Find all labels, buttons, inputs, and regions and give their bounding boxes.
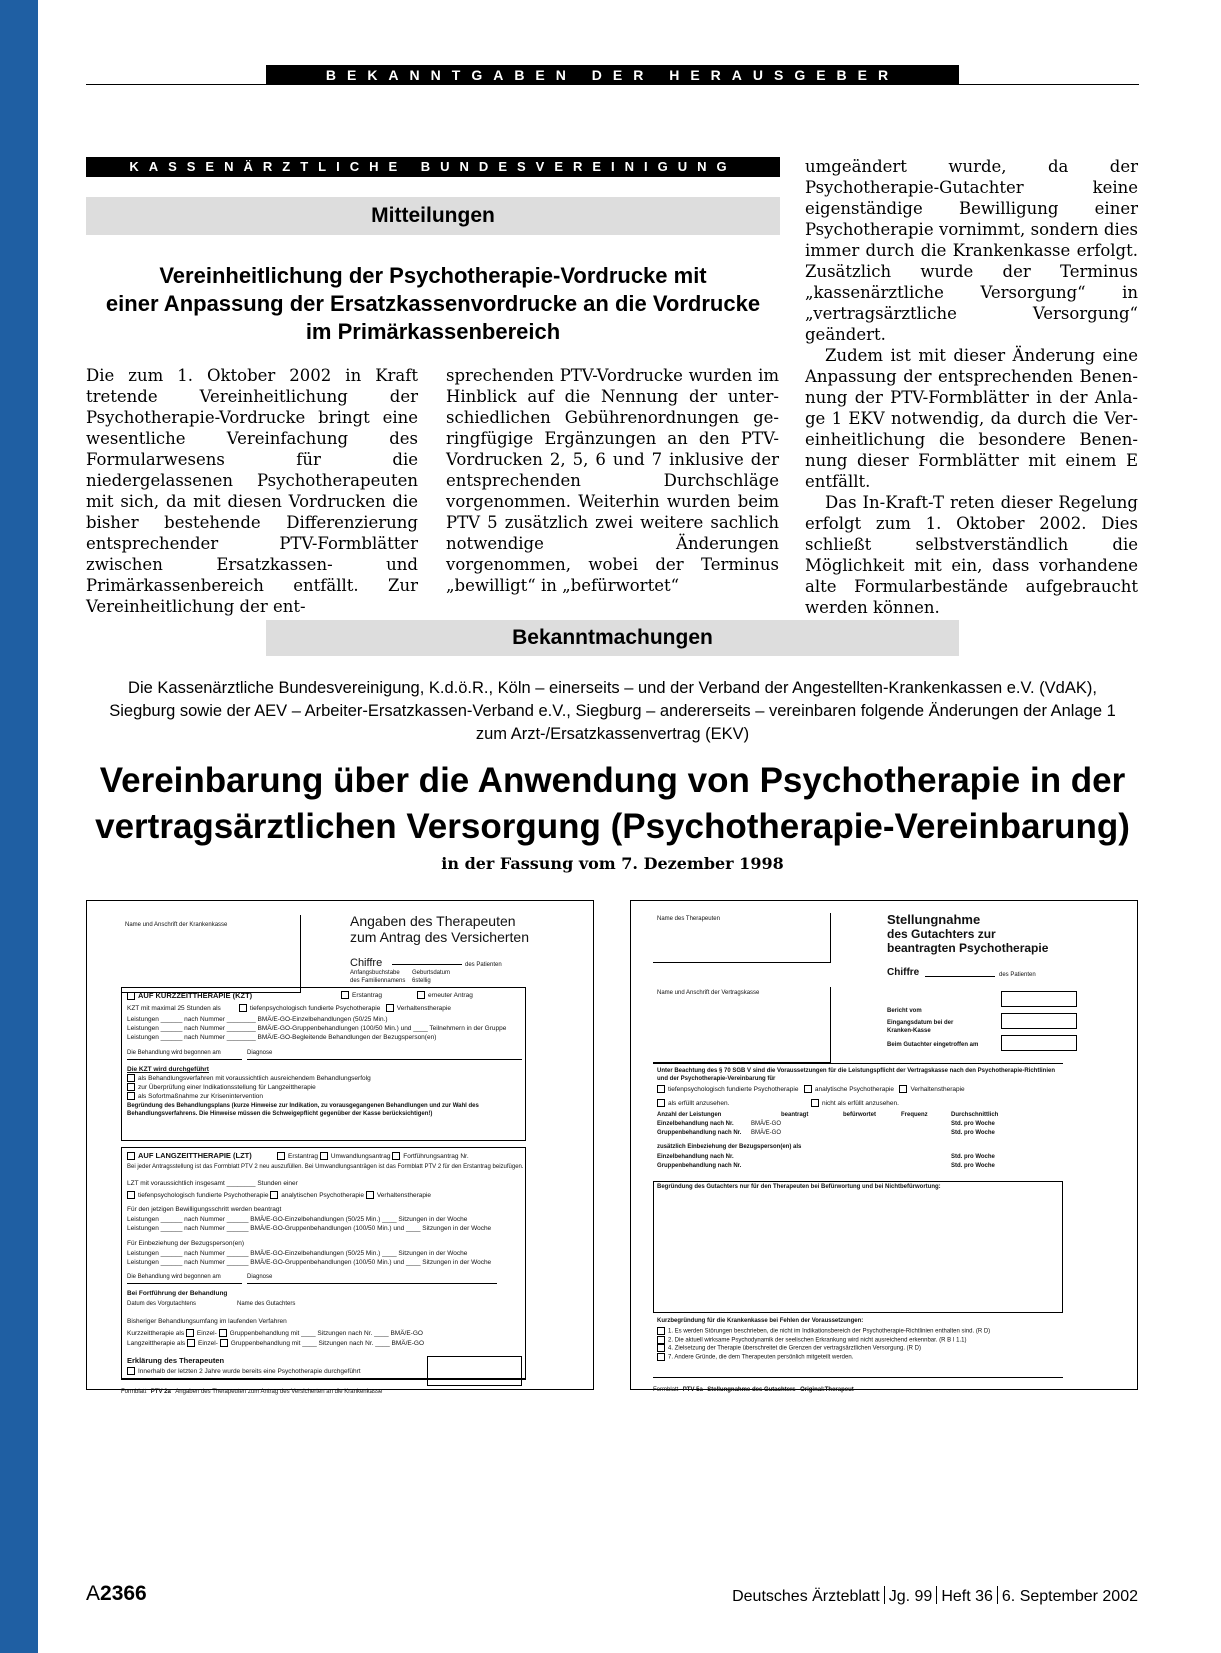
vorgutachten-label: Datum des Vorgutachtens: [127, 1301, 197, 1307]
footer-text: Stellungnahme des Gutachters: [707, 1387, 796, 1393]
gutachter-name-label: Name des Gutachters: [237, 1301, 296, 1307]
kzt-row-label: BMÄ/E-GO-Gruppenbehandlungen (100/50 Min.) und: [257, 1025, 412, 1032]
lzt-erstantrag-label: Erstantrag: [288, 1153, 318, 1160]
vertragskasse-box: [653, 987, 831, 1063]
form-title-line: des Gutachters zur: [887, 927, 996, 941]
footer-code: PTV 5a: [682, 1387, 703, 1393]
reason-item: [657, 1353, 1057, 1362]
footer-text: Angaben des Therapeuten zum Antrag des Versicherten an die Krankenkasse: [175, 1389, 383, 1395]
nach-nummer-label: nach Nummer: [184, 1216, 225, 1223]
kzt-row-label: BMÄ/E-GO-Einzelbehandlungen (50/25 Min.): [257, 1016, 388, 1023]
kzt-gruppe-checkbox[interactable]: [219, 1329, 227, 1337]
gruppenbehandlung-label: Gruppenbehandlung mit: [230, 1340, 301, 1347]
lzt-begonnen: Die Behandlung wird begonnen am: [127, 1274, 221, 1280]
bisheriger-kzt-row: Kurzzeittherapie als Einzel- Gruppenbehandlung mit ____ Sitzungen nach Nr. ____ BMÄ/E-GO: [127, 1330, 423, 1337]
kzt-option-label: als Behandlungsverfahren mit voraussichtlich ausreichendem Behandlungserfolg: [138, 1075, 371, 1082]
lzt-row-label: BMÄ/E-GO-Einzelbehandlungen (50/25 Min.): [250, 1216, 381, 1223]
section-header: BEKANNTGABEN DER HERAUSGEBER: [266, 65, 959, 85]
kzt-option-checkbox[interactable]: [127, 1083, 135, 1091]
footer-code: PTV 2a: [150, 1389, 171, 1395]
lzt-diagnose-line: [247, 1283, 497, 1284]
nach-nummer-label: nach Nummer: [184, 1225, 225, 1232]
top-rule: [86, 84, 1139, 85]
nicht-erfuellt-checkbox[interactable]: [811, 1099, 819, 1107]
erneuter-antrag-label: erneuter Antrag: [428, 992, 473, 999]
begruendung-label: Begründung des Gutachters nur für den Therapeuten bei Befürwortung und bei Nichtbefürwortung:: [657, 1184, 941, 1190]
kzt-durchgefuehrt: Die KZT wird durchgeführt: [127, 1066, 209, 1073]
lzt-note: Bei jeder Antragsstellung ist das Formblatt PTV 2 neu auszufüllen. Bei Umwandlungsanträgen ist das Formblatt PTV 2 für den Erstantrag beizufügen.: [127, 1164, 524, 1170]
std-woche-label: Std. pro Woche: [951, 1121, 995, 1127]
agreement-title: [86, 758, 1139, 850]
lzt-row: Leistungen ______ nach Nummer ______ BMÄ/E-GO-Einzelbehandlungen (50/25 Min.) ____ Sitzungen in der Woche: [127, 1216, 468, 1223]
begruendung-label: Begründung des Behandlungsplans (kurze Hinweise zur Indikation, zu vorausgegangenen Behandlungen und zur Wahl des Behandlungsverfahrens. Die Hinweise müssen die Schweigepflicht gegenüber der Kasse berücksichtigen!): [127, 1103, 479, 1117]
gruppenbehandlung-label: Gruppenbehandlung mit: [229, 1330, 300, 1337]
journal-issue: Heft 36: [941, 1588, 993, 1605]
bisheriger-lzt-row: Langzeittherapie als Einzel- Gruppenbehandlung mit ____ Sitzungen nach Nr. ____ BMÄ/E-GO: [127, 1340, 425, 1347]
journal-name: Deutsches Ärzteblatt: [732, 1588, 880, 1605]
lzt-verhaltenstherapie-checkbox[interactable]: [366, 1191, 374, 1199]
erfuellt-label: als erfüllt anzusehen.: [668, 1100, 730, 1107]
des-patienten-label: des Patienten: [999, 972, 1036, 978]
std-woche-label: Std. pro Woche: [951, 1163, 995, 1169]
reason-label: 2. Die aktuell wirksame Psychodynamik der seelischen Erkrankung wird nicht ausreichend erkennbar. (R B I 1.1): [668, 1337, 967, 1344]
leistungen-label: Leistungen: [127, 1016, 159, 1023]
kzt-option: [127, 1083, 316, 1092]
begruendung-box[interactable]: [653, 1181, 1063, 1313]
reason-item: [657, 1344, 1057, 1353]
verfahren-options: [657, 1085, 965, 1094]
befuerwortet-label: befürwortet: [843, 1112, 876, 1118]
leistungen-label: Leistungen: [127, 1025, 159, 1032]
erstantrag-label: Erstantrag: [352, 992, 382, 999]
agreement-title-line: vertragsärztlichen Versorgung (Psychotherapie-Vereinbarung): [95, 807, 1130, 846]
erklaerung-item: [127, 1367, 417, 1376]
intro-line: Siegburg sowie der AEV – Arbeiter-Ersatzkassen-Verband e.V., Siegburg – andererseits – vereinbaren folgende Änderungen der Anlage 1: [109, 702, 1116, 720]
verhaltenstherapie-checkbox[interactable]: [899, 1085, 907, 1093]
leistungen-label: Leistungen: [127, 1216, 159, 1223]
behandlung-begonnen: [127, 1049, 221, 1057]
article-title-line: im Primärkassenbereich: [305, 319, 561, 344]
intro-line: Die Kassenärztliche Bundesvereinigung, K.d.ö.R., Köln – einerseits – und der Verband der Angestellten-Krankenkassen e.V. (VdAK),: [128, 679, 1097, 697]
leistungen-label: Leistungen: [127, 1034, 159, 1041]
article-paragraph: Zudem ist mit dieser Änderung eine Anpassung der entsprechenden Benennung der PTV-Formblätter in der Anlage 1 EKV notwendig, da durch die Vereinheitlichung die besondere Benennung dieser Formblätter mit einem E entfällt.: [805, 346, 1138, 491]
kzt-row: Leistungen ______ nach Nummer ________ BMÄ/E-GO-Einzelbehandlungen (50/25 Min.): [127, 1016, 388, 1023]
fortfuehrungsantrag-label: Fortführungsantrag Nr.: [403, 1153, 469, 1160]
reasons-list: [657, 1327, 1057, 1361]
article-paragraph: sprechenden PTV-Vordrucke wurden im Hinblick auf die Nennung der unterschiedlichen Gebührenordnungen geringfügige Ergänzungen an den PTV-Vordrucken 2, 5, 6 und 7 inklusive der entsprechenden Durchschläge vorgenommen. Weiterhin wurden beim PTV 5 zusätzlich zwei weitere sachlich notwendige Änderungen vorgenommen, wobei der Terminus „bewilligt“ in „befürwortet“: [446, 366, 779, 595]
kzt-line-text: KZT mit maximal 25 Stunden als: [127, 1005, 221, 1012]
lzt-insgesamt-label: LZT mit voraussichtlich insgesamt: [127, 1180, 225, 1187]
chiffre-label: Chiffre: [887, 967, 920, 978]
kzt-row: Leistungen ______ nach Nummer ________ BMÄ/E-GO-Gruppenbehandlungen (100/50 Min.) und ____ Teilnehmern in der Gruppe: [127, 1025, 507, 1032]
reason-checkbox[interactable]: [657, 1353, 665, 1361]
article-title-line: einer Anpassung der Ersatzkassenvordrucke an die Vordrucke: [105, 291, 761, 316]
umwandlungsantrag-label: Umwandlungsantrag: [330, 1153, 391, 1160]
anzahl-label: Anzahl der Leistungen: [657, 1112, 722, 1118]
reason-checkbox[interactable]: [657, 1344, 665, 1352]
mitteilungen-heading: Mitteilungen: [86, 197, 780, 235]
lzt-heading: [127, 1151, 252, 1160]
kzt-erstantrag: [341, 991, 382, 1000]
behandlung-begonnen-label: Die Behandlung wird begonnen am: [127, 1050, 221, 1056]
kzt-option-checkbox[interactable]: [127, 1074, 135, 1082]
gruppenbehandlung-label: Gruppenbehandlung nach Nr.: [657, 1130, 742, 1136]
einzel-label: Einzel-: [198, 1340, 218, 1347]
lzt-gruppe-checkbox[interactable]: [220, 1339, 228, 1347]
article-column-2: [446, 365, 779, 596]
nicht-erfuellt-option: [811, 1099, 899, 1108]
reason-label: 4. Zielsetzung der Therapie überschreitet die Grenzen der vertragsärztlichen Versorgung. (R D): [668, 1345, 922, 1352]
beim-gutachter-label: Beim Gutachter eingetroffen am: [887, 1042, 979, 1048]
lzt-analytische-label: analytischen Psychotherapie: [281, 1192, 365, 1199]
tiefenpsych-checkbox[interactable]: [657, 1085, 665, 1093]
sitzungen-nach-label: Sitzungen nach Nr.: [317, 1330, 373, 1337]
journal-volume: Jg. 99: [888, 1588, 933, 1605]
frequenz-label: Frequenz: [901, 1112, 928, 1118]
nach-nummer-label: nach Nummer: [184, 1016, 225, 1023]
anfangsbuchstabe-label: Anfangsbuchstabe des Familiennamens: [350, 970, 406, 984]
kzt-row: Leistungen ______ nach Nummer ________ BMÄ/E-GO-Begleitende Behandlungen der Bezugsperson(en): [127, 1034, 437, 1041]
lzt-analytische-checkbox[interactable]: [270, 1191, 278, 1199]
sitzungen-woche-label: Sitzungen in der Woche: [422, 1225, 492, 1232]
nach-nummer-label: nach Nummer: [184, 1034, 225, 1041]
lzt-verfahren: [127, 1191, 431, 1200]
diagnose-line: [247, 1059, 522, 1060]
date-field[interactable]: [1001, 991, 1077, 1007]
kzt-erneuter: [417, 991, 473, 1000]
einzelbehandlung-label: Einzelbehandlung nach Nr.: [657, 1154, 734, 1160]
intro-line: zum Arzt-/Ersatzkassenvertrag (EKV): [475, 725, 750, 743]
article-paragraph: Das In-Kraft-T reten dieser Regelung erfolgt zum 1. Oktober 2002. Dies schließt selbstverständlich die Möglichkeit mit ein, dass vorhandene alte Formularbestände aufgebraucht werden können.: [805, 493, 1138, 617]
kbv-label: KASSENÄRZTLICHE BUNDESVEREINIGUNG: [86, 157, 780, 177]
analytische-label: analytische Psychotherapie: [814, 1086, 895, 1093]
einbeziehung-row-label: BMÄ/E-GO-Gruppenbehandlungen (100/50 Min.) und: [250, 1259, 405, 1266]
bericht-vom-label: Bericht vom: [887, 1008, 922, 1014]
verhaltenstherapie-checkbox[interactable]: [386, 1004, 394, 1012]
zusaetzlich-label: zusätzlich Einbeziehung der Bezugsperson(en) als: [657, 1144, 802, 1150]
form-ptv-5a: [630, 900, 1138, 1393]
leistungen-label: Leistungen: [127, 1225, 159, 1232]
nach-nummer-label: nach Nummer: [184, 1259, 225, 1266]
reason-item: [657, 1327, 1057, 1336]
einbeziehung-row-label: BMÄ/E-GO-Einzelbehandlungen (50/25 Min.): [250, 1250, 381, 1257]
erklaerung-list: [127, 1367, 417, 1376]
article-title-line: Vereinheitlichung der Psychotherapie-Vordrucke mit: [159, 263, 707, 288]
bewilligungsschritt: Für den jetzigen Bewilligungsschritt werden beantragt: [127, 1206, 282, 1213]
kzt-einzel-checkbox[interactable]: [186, 1329, 194, 1337]
teilnehmern-label: Teilnehmern in der Gruppe: [429, 1025, 507, 1032]
diagnose-label: Diagnose: [247, 1050, 273, 1056]
form-title: [350, 913, 529, 945]
therapist-name-label: Name des Therapeuten: [657, 916, 720, 922]
kurzzeittherapie-label: Kurzzeittherapie als: [127, 1330, 185, 1337]
erneuter-antrag-checkbox[interactable]: [417, 991, 425, 999]
reason-checkbox[interactable]: [657, 1336, 665, 1344]
einzel-label: Einzel-: [196, 1330, 217, 1337]
verhaltenstherapie-label: Verhaltenstherapie: [910, 1086, 965, 1093]
std-woche-label: Std. pro Woche: [951, 1130, 995, 1136]
form-title: [887, 913, 1048, 955]
bma-ego-label: BMÄ/E-GO: [751, 1121, 782, 1127]
article-column-3: [805, 156, 1138, 618]
nach-nummer-label: nach Nummer: [184, 1250, 225, 1257]
lzt-tiefenpsych-label: tiefenpsychologisch fundierte Psychotherapie: [138, 1192, 269, 1199]
divider: [997, 1586, 998, 1604]
erklaerung-item-label: Innerhalb der letzten 2 Jahre wurde bereits eine Psychotherapie durchgeführt: [138, 1368, 361, 1375]
article-paragraph: Die zum 1. Oktober 2002 in Kraft tretende Vereinheitlichung der Psychotherapie-Vordrucke bringt eine wesentliche Vereinfachung des Formularwesens für die niedergelassenen Psychotherapeuten mit sich, da mit diesen Vordrucken die bisher bestehende Differenzierung entsprechender PTV-Formblätter zwischen Ersatzkassen- und Primärkassenbereich entfällt. Zur Vereinheitlichung der ent-: [86, 366, 418, 616]
sitzungen-woche-label: Sitzungen in der Woche: [422, 1259, 492, 1266]
std-woche-label: Std. pro Woche: [951, 1154, 995, 1160]
gruppenbehandlung-label: Gruppenbehandlung nach Nr.: [657, 1163, 742, 1169]
lzt-heading-text: AUF LANGZEITTHERAPIE (LZT): [138, 1151, 252, 1160]
article-paragraph: umgeändert wurde, da der Psychotherapie-Gutachter keine eigenständige Bewilligung einer Psychotherapie vornimmt, sondern dies immer durch die Krankenkasse erfolgt. Zusätzlich wurde der Terminus „kassenärztliche Versorgung“ in „vertragsärztliche Versorgung“ geändert.: [805, 157, 1138, 344]
form-title-line: beantragten Psychotherapie: [887, 941, 1049, 955]
journal-info: [732, 1586, 1138, 1606]
date-field[interactable]: [1001, 1013, 1077, 1029]
kzt-option: [127, 1092, 263, 1101]
bekanntmachungen-heading: Bekanntmachungen: [266, 620, 959, 656]
form-ptv-2a: [86, 900, 594, 1395]
chiffre-label: Chiffre: [350, 957, 383, 969]
agreement-title-line: Vereinbarung über die Anwendung von Psychotherapie in der: [99, 761, 1126, 800]
journal-date: 6. September 2002: [1001, 1588, 1138, 1605]
erklaerung-checkbox[interactable]: [127, 1367, 135, 1375]
einbeziehung: Für Einbeziehung der Bezugsperson(en): [127, 1240, 245, 1247]
reason-label: 7. Andere Gründe, die dem Therapeuten persönlich mitgeteilt werden.: [668, 1354, 854, 1361]
sitzungen-woche-label: Sitzungen in der Woche: [398, 1216, 468, 1223]
erfuellt-options: [657, 1099, 729, 1108]
fortfuehrung-label: Bei Fortführung der Behandlung: [127, 1290, 228, 1297]
geburtsdatum-label: Geburtsdatum 6stellig: [412, 970, 451, 984]
reason-item: [657, 1336, 1057, 1345]
bma-ego-label: BMÄ/E-GO: [390, 1330, 423, 1337]
article-column-1: [86, 365, 418, 617]
leistungen-label: Leistungen: [127, 1259, 159, 1266]
form-footer: [121, 1379, 526, 1395]
kzt-row-label: BMÄ/E-GO-Begleitende Behandlungen der Bezugsperson(en): [257, 1034, 437, 1041]
kzt-option-label: zur Überprüfung einer Indikationsstellung für Langzeittherapie: [138, 1084, 316, 1091]
form-title-line: zum Antrag des Versicherten: [350, 929, 529, 945]
footer-formblatt: Formblatt: [653, 1387, 679, 1393]
durchschnittlich-label: Durchschnittlich: [951, 1112, 999, 1118]
erfuellt-checkbox[interactable]: [657, 1099, 665, 1107]
form-title-line: Stellungnahme: [887, 912, 981, 927]
lzt-tiefenpsych-checkbox[interactable]: [127, 1191, 135, 1199]
kzt-heading: [127, 991, 252, 1000]
agreement-subtitle: in der Fassung vom 7. Dezember 1998: [441, 854, 784, 873]
verhaltenstherapie-label: Verhaltenstherapie: [396, 1005, 451, 1012]
lzt-erstantrag-checkbox[interactable]: [277, 1152, 285, 1160]
stunden-einer-label: Stunden einer: [257, 1180, 298, 1187]
beantragt-label: beantragt: [781, 1112, 809, 1118]
date-field[interactable]: [1001, 1035, 1077, 1051]
page-prefix: A: [86, 1582, 101, 1605]
kzt-option-label: als Sofortmaßnahme zur Krisenintervention: [138, 1093, 264, 1100]
tiefenpsych-label: tiefenpsychologisch fundierte Psychotherapie: [668, 1086, 799, 1093]
beachtung-text: Unter Beachtung des § 70 SGB V sind die Voraussetzungen für die Leistungspflicht der Vertragskasse nach den Psychotherapie-Richtlinien und der Psychotherapie-Vereinbarung für: [657, 1068, 1055, 1082]
eingangsdatum-label: Eingangsdatum bei der Kranken-Kasse: [887, 1020, 954, 1034]
kzt-line: [127, 1004, 451, 1013]
bisheriger-label: Bisheriger Behandlungsumfang im laufenden Verfahren: [127, 1318, 287, 1325]
bma-ego-label: BMÄ/E-GO: [751, 1130, 782, 1136]
kzt-checkbox[interactable]: [127, 992, 135, 1000]
begonnen-line: [127, 1059, 242, 1060]
einbeziehung-row: Leistungen ______ nach Nummer ______ BMÄ/E-GO-Gruppenbehandlungen (100/50 Min.) und ____ Sitzungen in der Woche: [127, 1259, 492, 1266]
nach-nummer-label: nach Nummer: [184, 1025, 225, 1032]
footer-formblatt: Formblatt: [121, 1389, 147, 1395]
kzt-option-checkbox[interactable]: [127, 1092, 135, 1100]
lzt-antrag-options: [277, 1152, 469, 1161]
lzt-checkbox[interactable]: [127, 1152, 135, 1160]
lzt-einzel-checkbox[interactable]: [187, 1339, 195, 1347]
lzt-verhaltenstherapie-label: Verhaltenstherapie: [376, 1192, 432, 1199]
lzt-row-label: BMÄ/E-GO-Gruppenbehandlungen (100/50 Min.) und: [250, 1225, 405, 1232]
analytische-checkbox[interactable]: [804, 1085, 812, 1093]
tiefenpsych-checkbox[interactable]: [239, 1004, 247, 1012]
footer-original: Original:Therapeut: [800, 1387, 854, 1393]
form-footer: [653, 1377, 1063, 1393]
vertragskasse-label: Name und Anschrift der Vertragskasse: [657, 990, 760, 996]
article-title: [86, 262, 780, 346]
reason-checkbox[interactable]: [657, 1327, 665, 1335]
leistungen-label: Leistungen: [127, 1250, 159, 1257]
lzt-begonnen-line: [127, 1283, 242, 1284]
lzt-row: Leistungen ______ nach Nummer ______ BMÄ/E-GO-Gruppenbehandlungen (100/50 Min.) und ____ Sitzungen in der Woche: [127, 1225, 492, 1232]
sitzungen-woche-label: Sitzungen in der Woche: [398, 1250, 468, 1257]
lzt-diagnose: Diagnose: [247, 1274, 273, 1280]
kurzbegruendung-label: Kurzbegründung für die Krankenkasse bei Fehlen der Voraussetzungen:: [657, 1318, 864, 1324]
kzt-heading-text: AUF KURZZEITTHERAPIE (KZT): [138, 991, 253, 1000]
des-patienten-label: des Patienten: [465, 962, 502, 968]
page-number-value: 2366: [100, 1582, 147, 1605]
chiffre-field[interactable]: [925, 965, 995, 977]
nicht-erfuellt-label: nicht als erfüllt anzusehen.: [822, 1100, 899, 1107]
divider: [653, 1063, 1063, 1064]
langzeittherapie-label: Langzeittherapie als: [127, 1340, 186, 1347]
sitzungen-nach-label: Sitzungen nach Nr.: [318, 1340, 374, 1347]
bma-ego-label: BMÄ/E-GO: [391, 1340, 425, 1347]
announcement-intro: [86, 677, 1139, 746]
form-title-line: Angaben des Therapeuten: [350, 913, 516, 929]
divider: [936, 1586, 937, 1604]
kzt-option: [127, 1074, 371, 1083]
left-margin-bar: [0, 0, 38, 1653]
tiefenpsych-label: tiefenpsychologisch fundierte Psychotherapie: [249, 1005, 381, 1012]
fortfuehrungsantrag-checkbox[interactable]: [392, 1152, 400, 1160]
erklaerung-heading: Erklärung des Therapeuten: [127, 1356, 225, 1365]
erstantrag-checkbox[interactable]: [341, 991, 349, 999]
umwandlungsantrag-checkbox[interactable]: [320, 1152, 328, 1160]
reason-label: 1. Es werden Störungen beschrieben, die nicht im Indikationsbereich der Psychotherapie-Richtlinien enthalten sind. (R D): [668, 1328, 991, 1335]
lzt-insgesamt: LZT mit voraussichtlich insgesamt ________ Stunden einer: [127, 1180, 298, 1187]
insurer-address-label: Name und Anschrift der Krankenkasse: [125, 922, 228, 928]
chiffre-field[interactable]: [392, 951, 462, 965]
page-number: [86, 1582, 147, 1606]
einbeziehung-row: Leistungen ______ nach Nummer ______ BMÄ/E-GO-Einzelbehandlungen (50/25 Min.) ____ Sitzungen in der Woche: [127, 1250, 468, 1257]
divider: [884, 1586, 885, 1604]
einzelbehandlung-label: Einzelbehandlung nach Nr.: [657, 1121, 734, 1127]
